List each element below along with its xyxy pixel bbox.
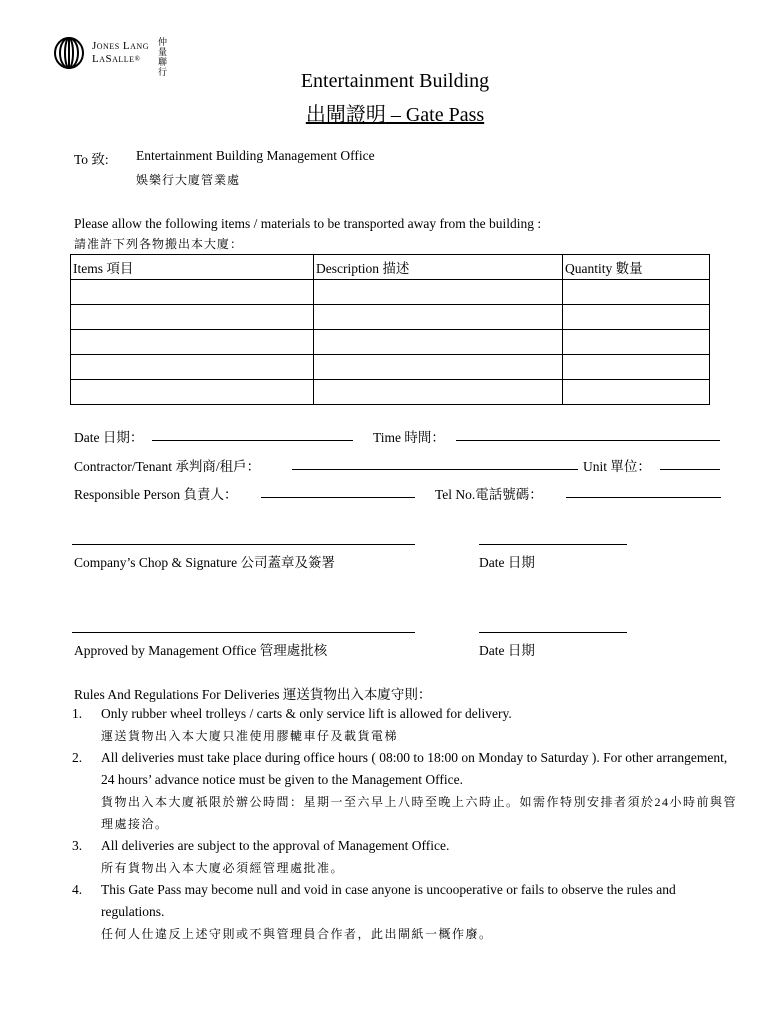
company-logo [54,37,174,77]
rule-text-zh: 所有貨物出入本大廈必須經管理處批准。 [101,861,345,875]
chop-signature-field[interactable] [72,544,415,545]
table-row [71,280,710,305]
rule-text: Only rubber wheel trolleys / carts & only service lift is allowed for delivery. [101,706,512,721]
rule-number: 3. [72,838,83,853]
date-label: Date 日期： [74,430,144,445]
rule-text-zh: 任何人仕違反上述守則或不與管理員合作者，此出閘紙一概作廢。 [101,927,493,941]
table-header-row [71,255,710,280]
table-cell-input[interactable] [314,380,563,405]
table-cell-input[interactable] [314,280,563,305]
approval-label: Approved by Management Office 管理處批核 [74,643,328,658]
rule-number: 1. [72,706,83,721]
rule-item [72,703,742,747]
approval-date-field[interactable] [479,632,627,633]
rules-heading: Rules And Regulations For Deliveries 運送貨物出入本廈守則： [74,687,432,702]
rule-text: This Gate Pass may become null and void in case anyone is uncooperative or fails to observe the rules and regulations. [101,882,676,919]
time-label: Time 時間： [373,430,445,445]
table-cell-input[interactable] [563,305,710,330]
chop-signature-label: Company’s Chop & Signature 公司蓋章及簽署 [74,555,335,570]
rule-number: 2. [72,750,83,765]
unit-label: Unit 單位： [583,459,651,474]
responsible-label: Responsible Person 負責人： [74,487,238,502]
logo-wordmark [92,40,149,66]
logo-registered-mark: ® [134,55,141,63]
table-header: Description 描述 [314,255,563,280]
to-value-zh: 娛樂行大廈管業處 [136,173,241,187]
table-cell-input[interactable] [71,355,314,380]
signature-date-label: Date 日期 [479,555,535,570]
jll-logo-icon [54,37,84,69]
table-cell-input[interactable] [314,355,563,380]
tel-label: Tel No.電話號碼： [435,487,543,502]
table-cell-input[interactable] [71,330,314,355]
tel-field[interactable] [566,497,721,498]
rule-text: All deliveries must take place during office hours ( 08:00 to 18:00 on Monday to Saturday ). For other arrangement, 24 hours’ advance notice must be given to the Management Office. [101,750,728,787]
table-cell-input[interactable] [314,305,563,330]
to-label: To 致: [74,152,109,167]
table-cell-input[interactable] [71,280,314,305]
to-value: Entertainment Building Management Office [136,148,375,163]
instruction-text: Please allow the following items / materials to be transported away from the building : [74,216,542,231]
rule-text: All deliveries are subject to the approval of Management Office. [101,838,450,853]
instruction-text-zh: 請准許下列各物搬出本大廈： [74,237,244,251]
signature-date-field[interactable] [479,544,627,545]
rule-item [72,747,742,835]
time-field[interactable] [456,440,720,441]
table-row [71,330,710,355]
logo-cjk-text: 仲量聯行 [158,37,168,77]
logo-line2: LaSalle [92,53,135,65]
subtitle-zh: 出閘證明 [305,104,386,126]
table-cell-input[interactable] [563,280,710,305]
rule-text-zh: 運送貨物出入本大廈只准使用膠轆車仔及載貨電梯 [101,729,399,743]
table-cell-input[interactable] [314,330,563,355]
table-header: Quantity 數量 [563,255,710,280]
table-cell-input[interactable] [71,380,314,405]
approval-date-label: Date 日期 [479,643,535,658]
rule-text-zh: 貨物出入本大廈祇限於辦公時間：星期一至六早上八時至晚上六時止。如需作特別安排者須於24小時前與管理處接洽。 [101,795,738,831]
subtitle-en: – Gate Pass [385,104,485,126]
rule-item [72,879,742,945]
contractor-field[interactable] [292,469,578,470]
table-cell-input[interactable] [563,330,710,355]
responsible-field[interactable] [261,497,415,498]
table-cell-input[interactable] [563,355,710,380]
logo-line1: Jones Lang [92,40,149,52]
approval-signature-field[interactable] [72,632,415,633]
table-header: Items 項目 [71,255,314,280]
items-table [70,254,710,405]
table-cell-input[interactable] [71,305,314,330]
table-row [71,380,710,405]
table-cell-input[interactable] [563,380,710,405]
rule-number: 4. [72,882,83,897]
table-row [71,305,710,330]
rules-list [72,703,742,945]
page-subtitle [0,98,770,127]
date-field[interactable] [152,440,353,441]
contractor-label: Contractor/Tenant 承判商/租戶： [74,459,261,474]
unit-field[interactable] [660,469,720,470]
page-title: Entertainment Building [300,70,490,92]
table-row [71,355,710,380]
rule-item [72,835,742,879]
